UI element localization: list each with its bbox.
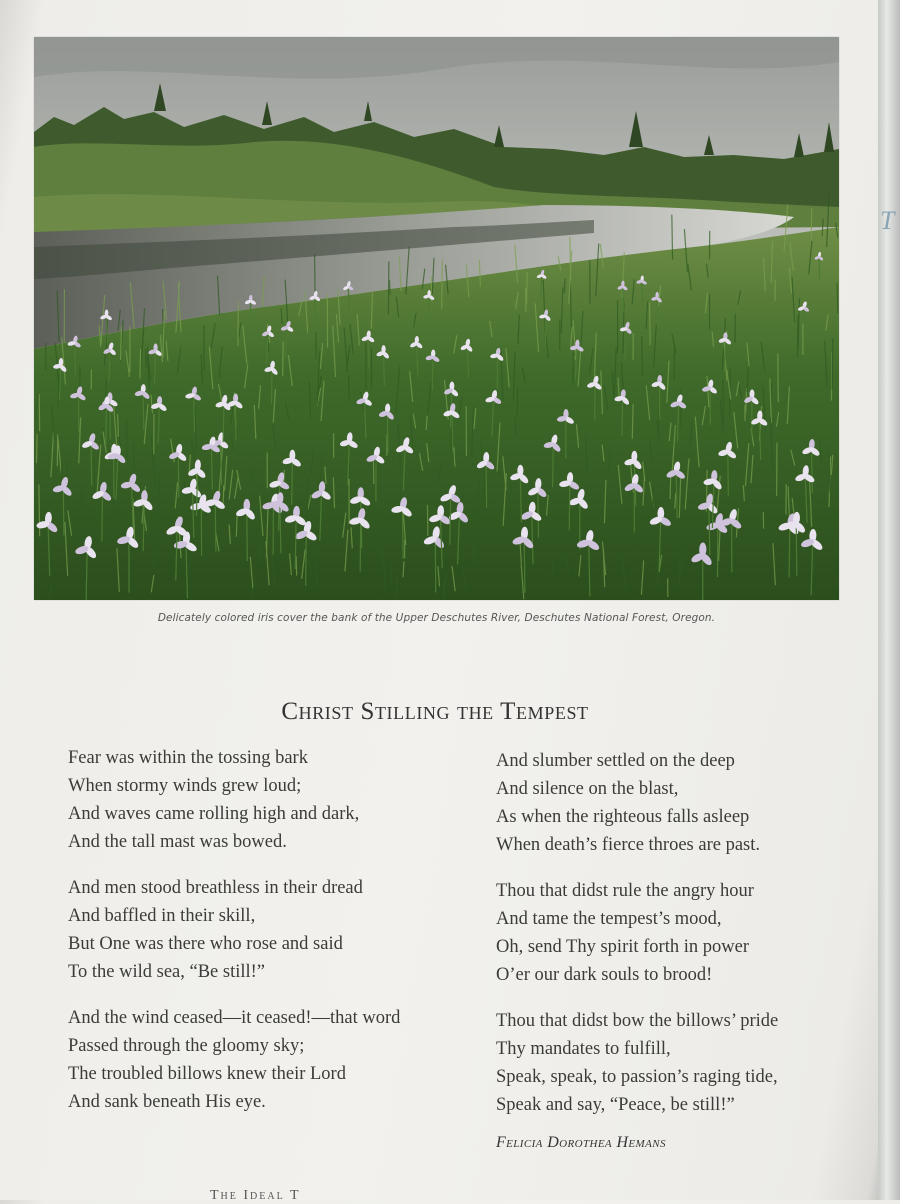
stanza [496, 877, 856, 989]
photo-caption: Delicately colored iris cover the bank of the Upper Deschutes River, Deschutes National Forest, Oregon. [34, 612, 839, 624]
stanza [68, 874, 478, 986]
margin-mark: T [880, 206, 894, 236]
landscape-photo [34, 37, 839, 600]
poem-line: Speak, speak, to passion’s raging tide, [496, 1063, 856, 1091]
poem-line: And waves came rolling high and dark, [68, 800, 478, 828]
poem-line: And tame the tempest’s mood, [496, 905, 856, 933]
poem-line: Thou that didst bow the billows’ pride [496, 1007, 856, 1035]
stanza [68, 1004, 478, 1116]
poem-line: But One was there who rose and said [68, 930, 478, 958]
poem-line: When stormy winds grew loud; [68, 772, 478, 800]
stanza [68, 744, 478, 856]
running-footer: The Ideal T [210, 1188, 301, 1204]
poem-line: And silence on the blast, [496, 775, 856, 803]
poem-line: As when the righteous falls asleep [496, 803, 856, 831]
poem-line: And men stood breathless in their dread [68, 874, 478, 902]
poem-line: Passed through the gloomy sky; [68, 1032, 478, 1060]
poem-line: When death’s fierce throes are past. [496, 831, 856, 859]
poem-line: Fear was within the tossing bark [68, 744, 478, 772]
poem-line: And the wind ceased—it ceased!—that word [68, 1004, 478, 1032]
poem-line: To the wild sea, “Be still!” [68, 958, 478, 986]
poem-line: Speak and say, “Peace, be still!” [496, 1091, 856, 1119]
poem-line: And the tall mast was bowed. [68, 828, 478, 856]
stanza [496, 1007, 856, 1119]
poem-line: The troubled billows knew their Lord [68, 1060, 478, 1088]
poem-line: And sank beneath His eye. [68, 1088, 478, 1116]
poem-line: Thy mandates to fulfill, [496, 1035, 856, 1063]
poem-title: Christ Stilling the Tempest [120, 698, 750, 726]
poem-line: And baffled in their skill, [68, 902, 478, 930]
poem-column-left [68, 744, 478, 1134]
page-edge [878, 0, 900, 1200]
stanza [496, 747, 856, 859]
poem-line: And slumber settled on the deep [496, 747, 856, 775]
poem-line: Thou that didst rule the angry hour [496, 877, 856, 905]
poem-line: O’er our dark souls to brood! [496, 961, 856, 989]
poem-column-right [496, 747, 856, 1157]
poem-line: Oh, send Thy spirit forth in power [496, 933, 856, 961]
poem-author: Felicia Dorothea Hemans [496, 1129, 856, 1157]
